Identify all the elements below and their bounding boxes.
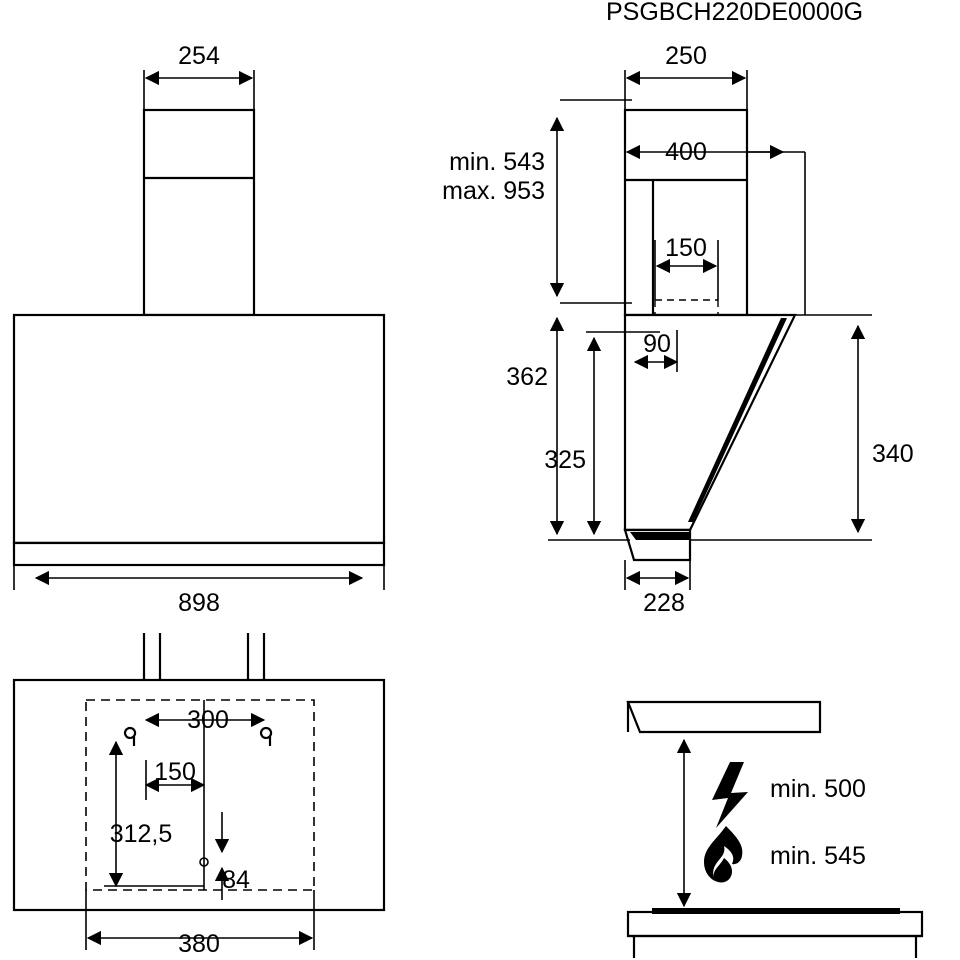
dim-label-side-max-953: max. 953 — [442, 177, 545, 205]
front-view-dim-254 — [144, 42, 254, 112]
dim-label-top-312-5: 312,5 — [109, 820, 173, 848]
dim-label-side-90: 90 — [643, 330, 671, 358]
dim-label-side-362: 362 — [506, 363, 548, 391]
dim-label-top-300: 300 — [187, 706, 229, 734]
flame-icon — [704, 826, 742, 883]
side-view-geometry — [560, 100, 872, 560]
page-title: PSGBCH220DE0000G — [606, 0, 864, 26]
clearance-note-electric: min. 500 — [770, 775, 866, 803]
side-view-dim-250 — [625, 42, 747, 112]
front-view-dim-898 — [14, 565, 384, 617]
dim-label-top-150: 150 — [154, 758, 196, 786]
dim-label-top-380: 380 — [178, 930, 220, 958]
top-view-geometry — [14, 633, 384, 910]
side-view-dim-340 — [858, 326, 914, 532]
dim-label-side-150: 150 — [665, 234, 707, 262]
side-view-dim-228 — [625, 560, 690, 617]
clearance-note-gas: min. 545 — [770, 842, 866, 870]
dim-label-front-898: 898 — [178, 589, 220, 617]
front-view-geometry — [14, 110, 384, 565]
dim-label-top-84: 84 — [222, 866, 250, 894]
dim-label-side-250: 250 — [665, 42, 707, 70]
dim-label-side-min-543: min. 543 — [449, 148, 545, 176]
dim-label-side-340: 340 — [872, 440, 914, 468]
clearance-view-geometry — [628, 702, 922, 958]
side-view-dim-362 — [506, 318, 630, 540]
dim-label-side-325: 325 — [544, 446, 586, 474]
dim-label-front-254: 254 — [178, 42, 220, 70]
side-view-dim-min543-max953 — [442, 118, 557, 296]
dim-label-side-228: 228 — [643, 589, 685, 617]
lightning-bolt-icon — [712, 762, 748, 828]
dim-label-side-400: 400 — [665, 138, 707, 166]
